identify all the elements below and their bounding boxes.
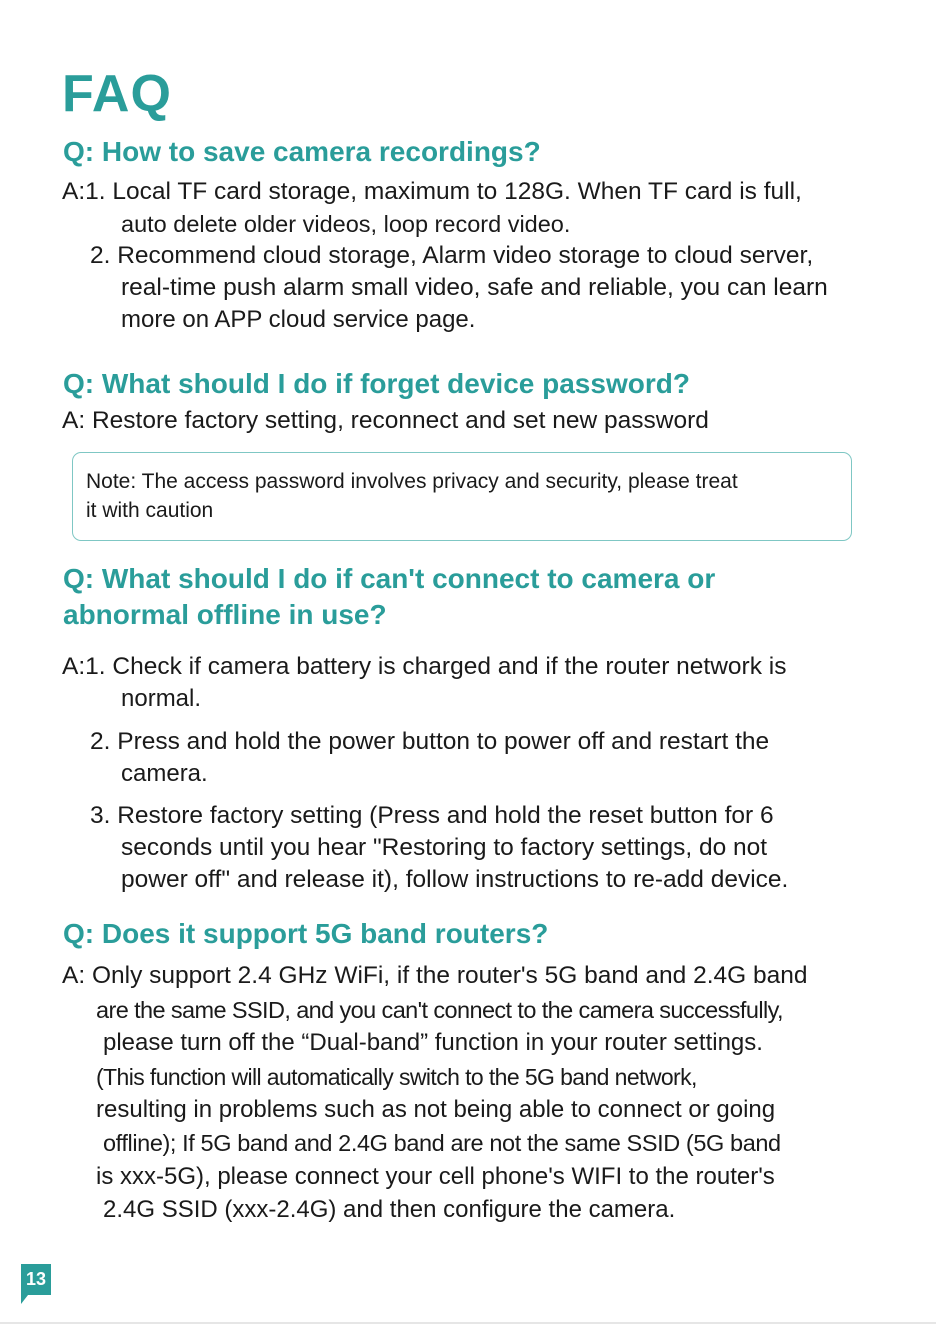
faq-answer-line: seconds until you hear "Restoring to factory settings, do not [121,834,768,861]
faq-answer-line: (This function will automatically switch to the 5G band network, [96,1064,697,1090]
faq-answer-line: 3. Restore factory setting (Press and hold the reset button for 6 [90,802,774,829]
faq-question-forget-password: Q: What should I do if forget device password? [63,368,690,399]
note-text-line: Note: The access password involves privacy and security, please treat [86,470,738,493]
faq-question-5g-support: Q: Does it support 5G band routers? [63,918,549,949]
page-title: FAQ [62,65,172,123]
faq-answer-line: 2. Recommend cloud storage, Alarm video storage to cloud server, [90,242,814,269]
faq-answer-line: power off" and release it), follow instructions to re-add device. [121,866,789,893]
faq-answer-line: A:1. Check if camera battery is charged and if the router network is [62,653,787,680]
faq-answer-line: offline); If 5G band and 2.4G band are not the same SSID (5G band [103,1130,781,1156]
faq-answer-line: A:1. Local TF card storage, maximum to 128G. When TF card is full, [62,178,802,205]
faq-question-cant-connect-cont: abnormal offline in use? [63,599,387,630]
faq-answer-line: camera. [121,760,208,787]
faq-answer-line: auto delete older videos, loop record video. [121,211,571,237]
faq-question-cant-connect: Q: What should I do if can't connect to camera or [63,563,716,594]
faq-answer-line: more on APP cloud service page. [121,306,476,333]
faq-answer-line: resulting in problems such as not being able to connect or going [96,1096,776,1123]
note-text-line: it with caution [86,499,214,522]
faq-answer-line: is xxx-5G), please connect your cell phone's WIFI to the router's [96,1163,775,1190]
page-number: 13 [25,1269,47,1289]
faq-answer-line: normal. [121,685,202,712]
faq-question-save-recordings: Q: How to save camera recordings? [63,136,541,167]
faq-answer-line: please turn off the “Dual-band” function in your router settings. [103,1029,763,1056]
faq-answer-line: are the same SSID, and you can't connect to the camera successfully, [96,997,783,1023]
faq-answer-line: 2.4G SSID (xxx-2.4G) and then configure the camera. [103,1196,676,1223]
faq-answer-line: A: Only support 2.4 GHz WiFi, if the router's 5G band and 2.4G band [62,962,808,989]
faq-answer-line: real-time push alarm small video, safe and reliable, you can learn [121,274,828,301]
faq-answer-line: 2. Press and hold the power button to power off and restart the [90,728,770,755]
faq-answer-line: A: Restore factory setting, reconnect and set new password [62,407,709,434]
